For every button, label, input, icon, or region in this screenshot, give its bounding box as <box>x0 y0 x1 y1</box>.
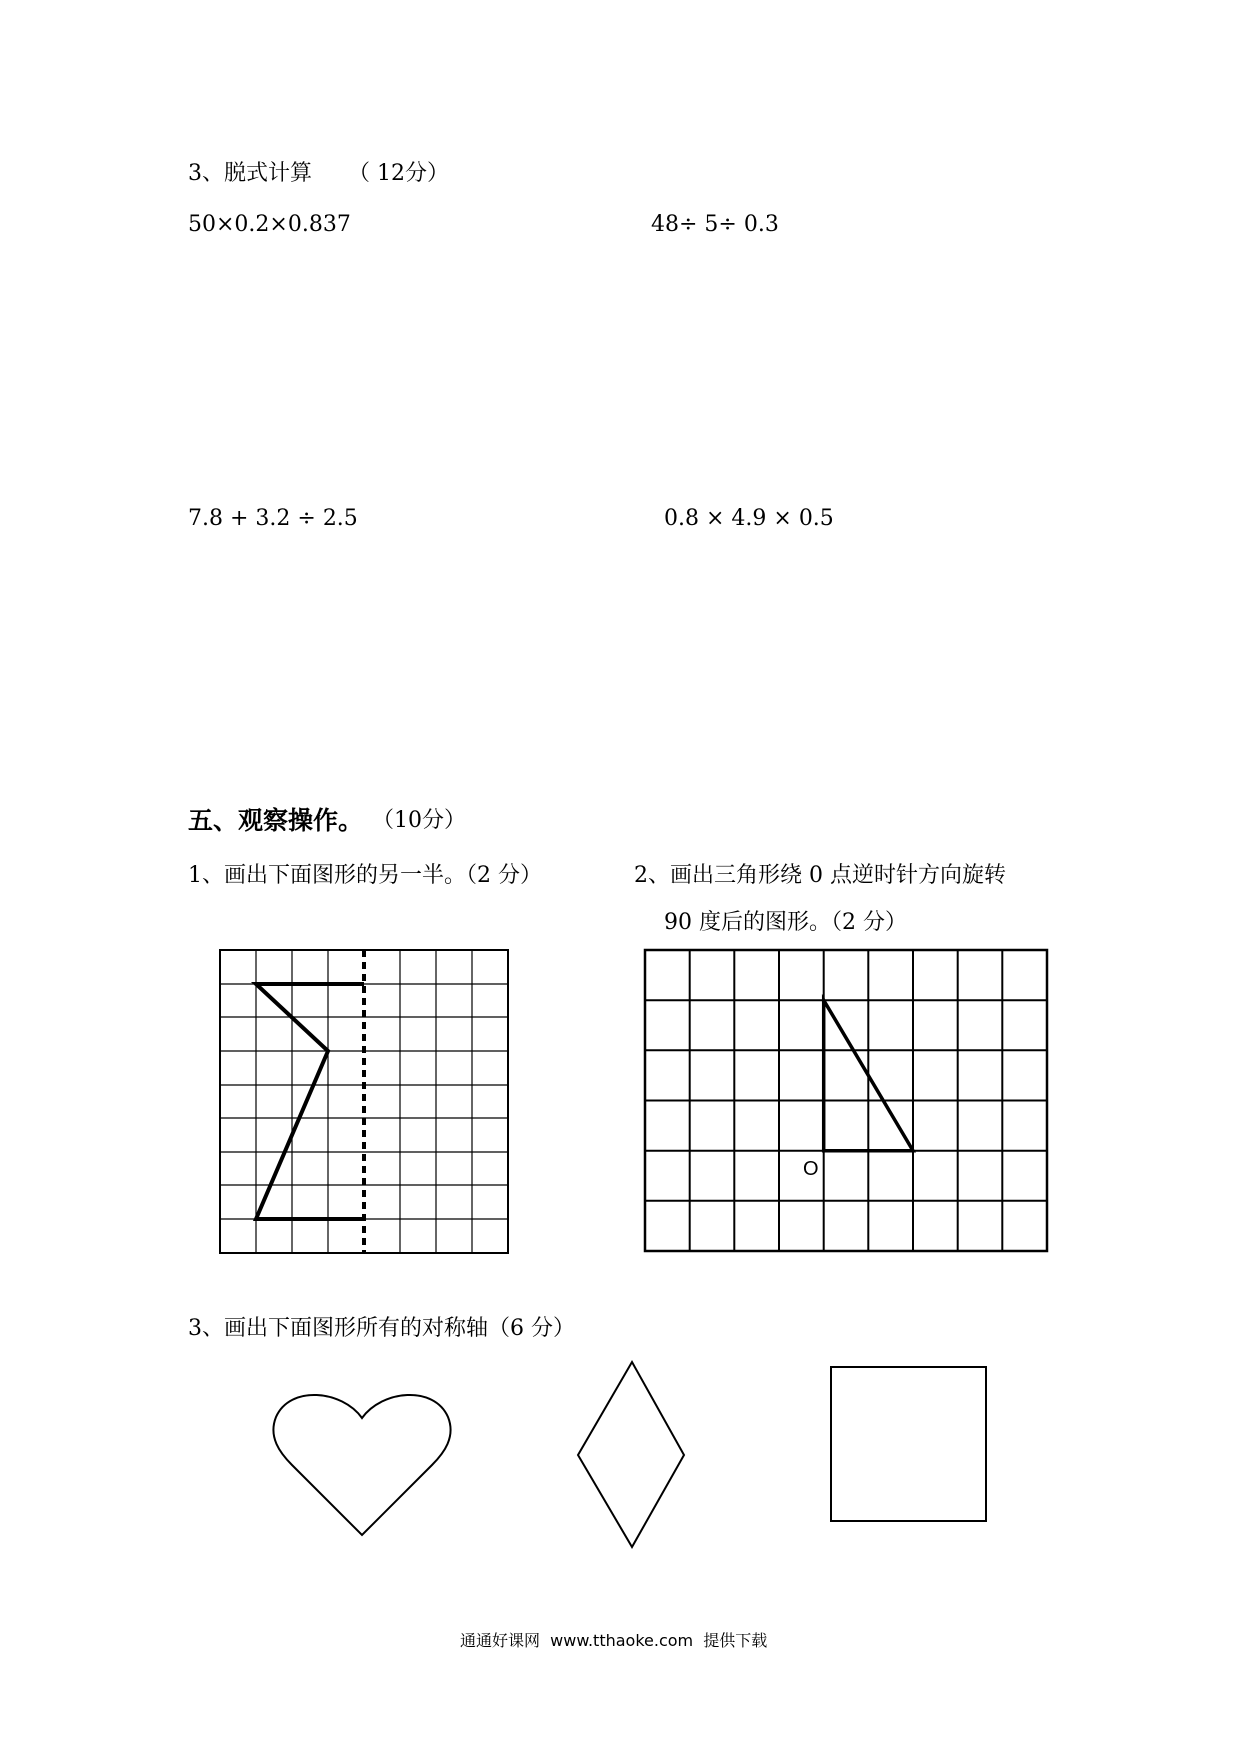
heart-shape <box>270 1385 455 1540</box>
question-1: 1、画出下面图形的另一半。（2 分） <box>188 863 542 888</box>
rotation-point-label: O <box>803 1158 819 1180</box>
rhombus-shape <box>576 1360 686 1550</box>
rotation-grid-figure <box>645 950 1050 1255</box>
expression-1: 50×0.2×0.837 <box>188 212 351 237</box>
expression-4: 0.8 × 4.9 × 0.5 <box>664 506 834 531</box>
question-2-line-1: 2、画出三角形绕 0 点逆时针方向旋转 <box>634 863 1006 888</box>
half-shape-grid-figure <box>220 950 510 1255</box>
calc-section-points: （ 12分） <box>348 161 449 186</box>
question-3: 3、画出下面图形所有的对称轴（6 分） <box>188 1316 575 1341</box>
expression-3: 7.8 + 3.2 ÷ 2.5 <box>188 506 358 531</box>
section-heading-points: （10分） <box>372 808 466 833</box>
question-2-line-2: 90 度后的图形。（2 分） <box>664 910 907 935</box>
half-shape-outline <box>256 984 364 1219</box>
grid-lines <box>645 950 1047 1251</box>
square-shape <box>830 1366 990 1526</box>
section-heading: 五、观察操作。 <box>188 806 364 835</box>
calc-section-title: 3、脱式计算 <box>188 161 312 186</box>
expression-2: 48÷ 5÷ 0.3 <box>651 212 779 237</box>
footer-text: 通通好课网 www.tthaoke.com 提供下载 <box>460 1631 768 1650</box>
